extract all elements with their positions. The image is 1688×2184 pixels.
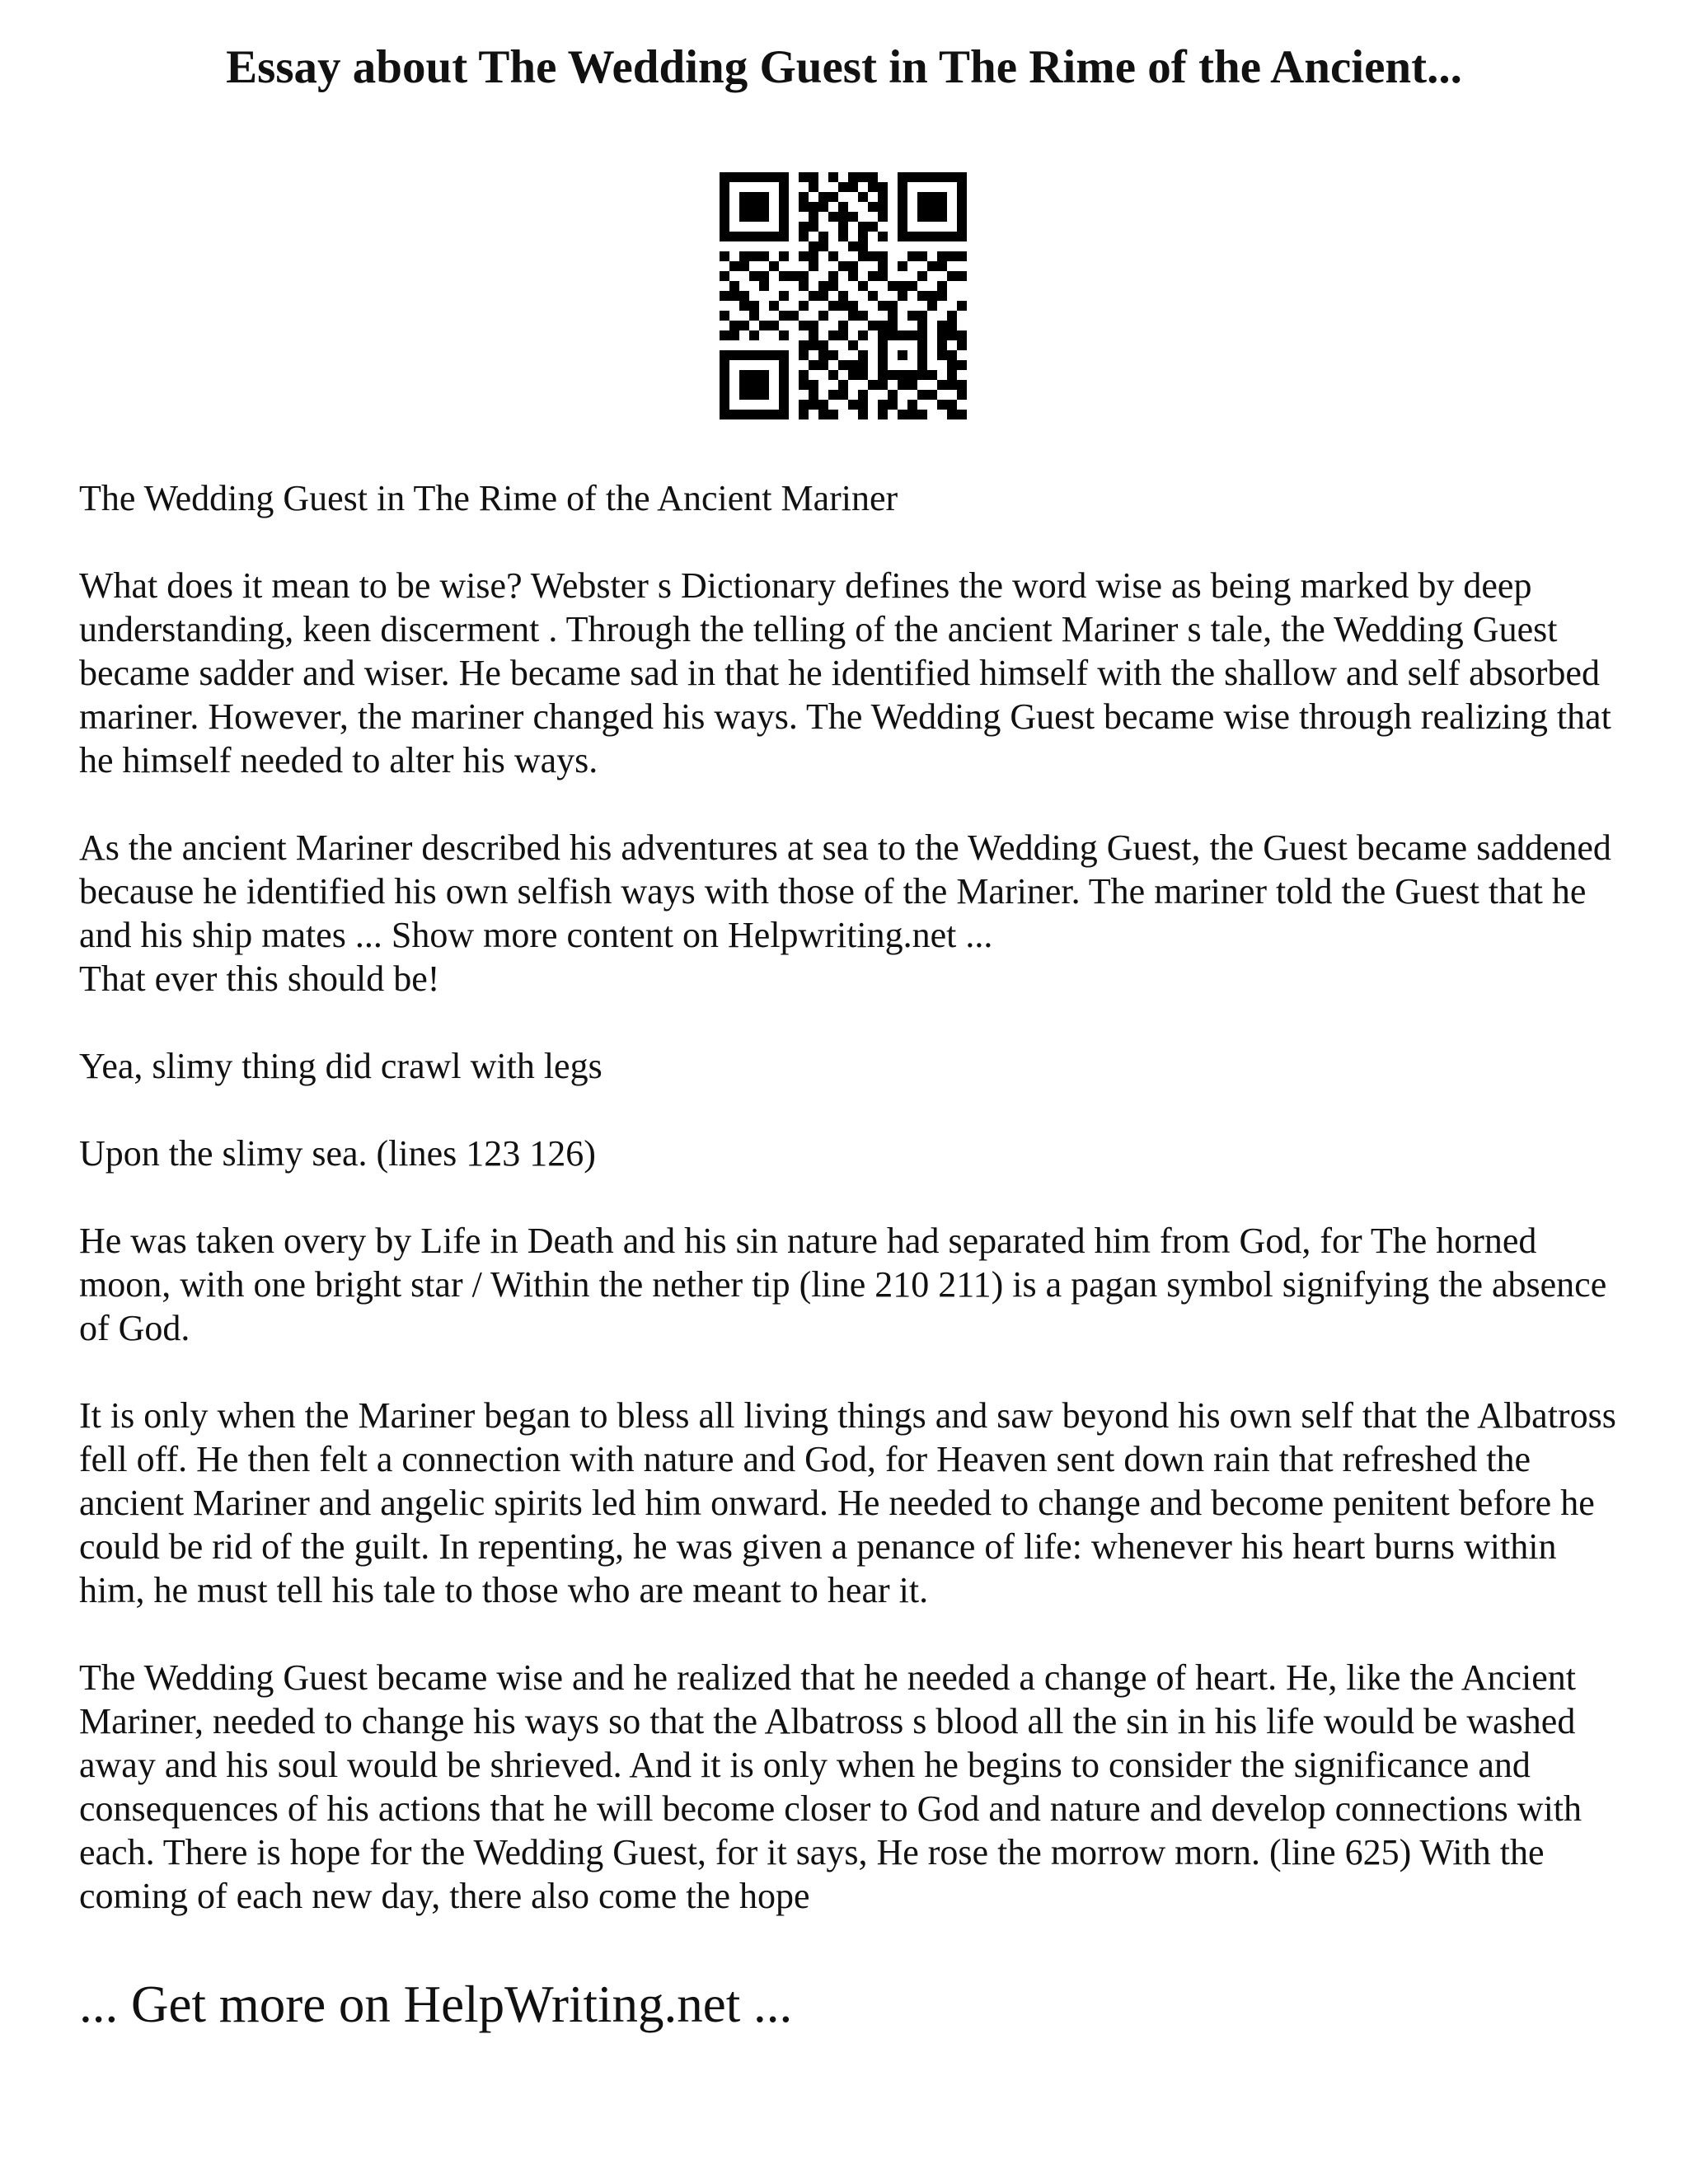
- paragraph: He was taken overy by Life in Death and his sin nature had separated him from God, for The horned moon, with one bright star / Within the nether tip (line 210 211) is a pagan symbol signifying the absence of God.: [79, 1221, 1607, 1348]
- paragraph: As the ancient Mariner described his adventures at sea to the Wedding Guest, the Guest became saddened because he identified his own selfish ways with those of the Mariner. The mariner told the Guest that he and his ship mates ... Show more content on Helpwriting.net ...: [79, 827, 1611, 955]
- poem-line: Upon the slimy sea. (lines 123 126): [79, 1133, 596, 1174]
- poem-line: That ever this should be!: [79, 958, 440, 999]
- qr-code[interactable]: [720, 172, 967, 419]
- paragraph: The Wedding Guest became wise and he realized that he needed a change of heart. He, like the Ancient Mariner, needed to change his ways so that the Albatross s blood all the sin in his life would be washed away and his soul would be shrieved. And it is only when he begins to consider the significance and consequences of his actions that he will become closer to God and nature and develop connections with each. There is hope for the Wedding Guest, for it says, He rose the morrow morn. (line 625) With the coming of each new day, there also come the hope: [79, 1657, 1582, 1916]
- get-more-link[interactable]: ... Get more on HelpWriting.net ...: [79, 1975, 793, 2033]
- paragraph: What does it mean to be wise? Webster s Dictionary defines the word wise as being marked by deep understanding, keen discerment . Through the telling of the ancient Mariner s tale, the Wedding Guest became sadder and wiser. He became sad in that he identified himself with the shallow and self absorbed mariner. However, the mariner changed his ways. The Wedding Guest became wise through realizing that he himself needed to alter his ways.: [79, 565, 1611, 780]
- essay-body: [79, 476, 1629, 1961]
- poem-line: Yea, slimy thing did crawl with legs: [79, 1046, 603, 1086]
- qr-code-icon: [720, 172, 967, 419]
- essay-heading: The Wedding Guest in The Rime of the Ancient Mariner: [79, 478, 898, 518]
- paragraph: It is only when the Mariner began to bless all living things and saw beyond his own self that the Albatross fell off. He then felt a connection with nature and God, for Heaven sent down rain that refreshed the ancient Mariner and angelic spirits led him onward. He needed to change and become penitent before he could be rid of the guilt. In repenting, he was given a penance of life: whenever his heart burns within him, he must tell his tale to those who are meant to hear it.: [79, 1395, 1616, 1610]
- page-title: Essay about The Wedding Guest in The Rime of the Ancient...: [226, 41, 1462, 93]
